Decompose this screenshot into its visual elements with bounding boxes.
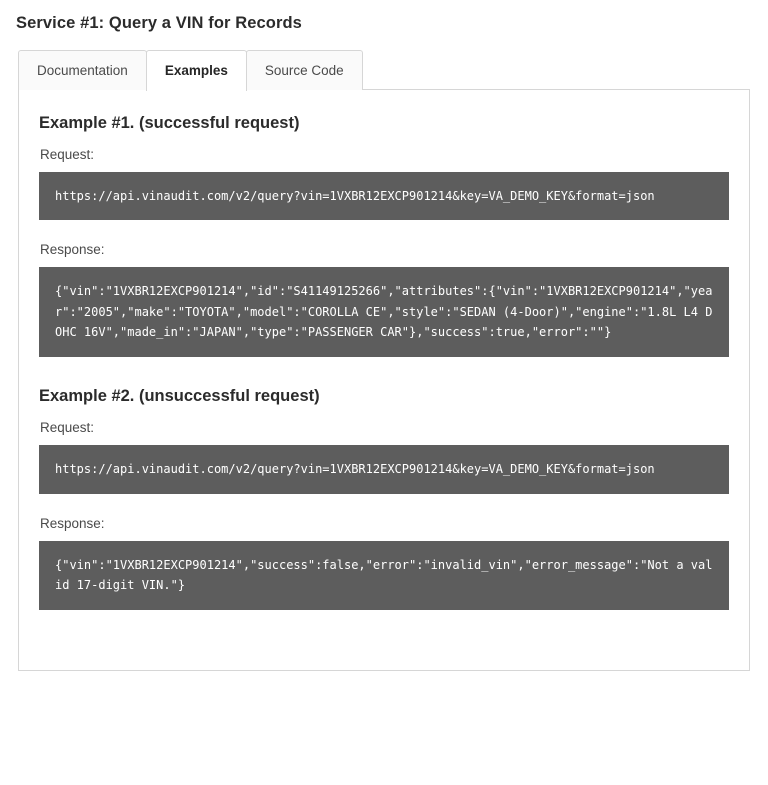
example-1-heading: Example #1. (successful request) (39, 113, 300, 132)
example-2-response-code: {"vin":"1VXBR12EXCP901214","success":false,"error":"invalid_vin","error_message":"Not a valid 17-digit VIN."} (39, 541, 729, 610)
page-title: Service #1: Query a VIN for Records (16, 14, 302, 32)
tab-examples[interactable]: Examples (146, 50, 247, 91)
example-2-heading: Example #2. (unsuccessful request) (39, 387, 320, 405)
example-2-request-code: https://api.vinaudit.com/v2/query?vin=1VXBR12EXCP901214&key=VA_DEMO_KEY&format=json (39, 445, 729, 494)
tab-panel-examples (18, 89, 750, 671)
tab-bar (14, 49, 754, 90)
example-2-response-label: Response: (40, 515, 105, 531)
example-1-request-label: Request: (40, 146, 95, 162)
tab-source-code[interactable]: Source Code (246, 50, 363, 90)
example-1-response-code: {"vin":"1VXBR12EXCP901214","id":"S41149125266","attributes":{"vin":"1VXBR12EXCP901214","year":"2005","make":"TOYOTA","model":"COROLLA CE","style":"SEDAN (4-Door)","engine":"1.8L L4 DOHC 16V","made_in":"JAPAN","type":"PASSENGER CAR"},"success":true,"error":""} (39, 267, 729, 357)
panel-bottom-spacer (39, 632, 729, 644)
example-1-response-label: Response: (40, 242, 105, 258)
example-1-request-code: https://api.vinaudit.com/v2/query?vin=1VXBR12EXCP901214&key=VA_DEMO_KEY&format=json (39, 172, 729, 221)
tab-documentation[interactable]: Documentation (18, 50, 147, 90)
example-2-request-label: Request: (40, 420, 95, 435)
